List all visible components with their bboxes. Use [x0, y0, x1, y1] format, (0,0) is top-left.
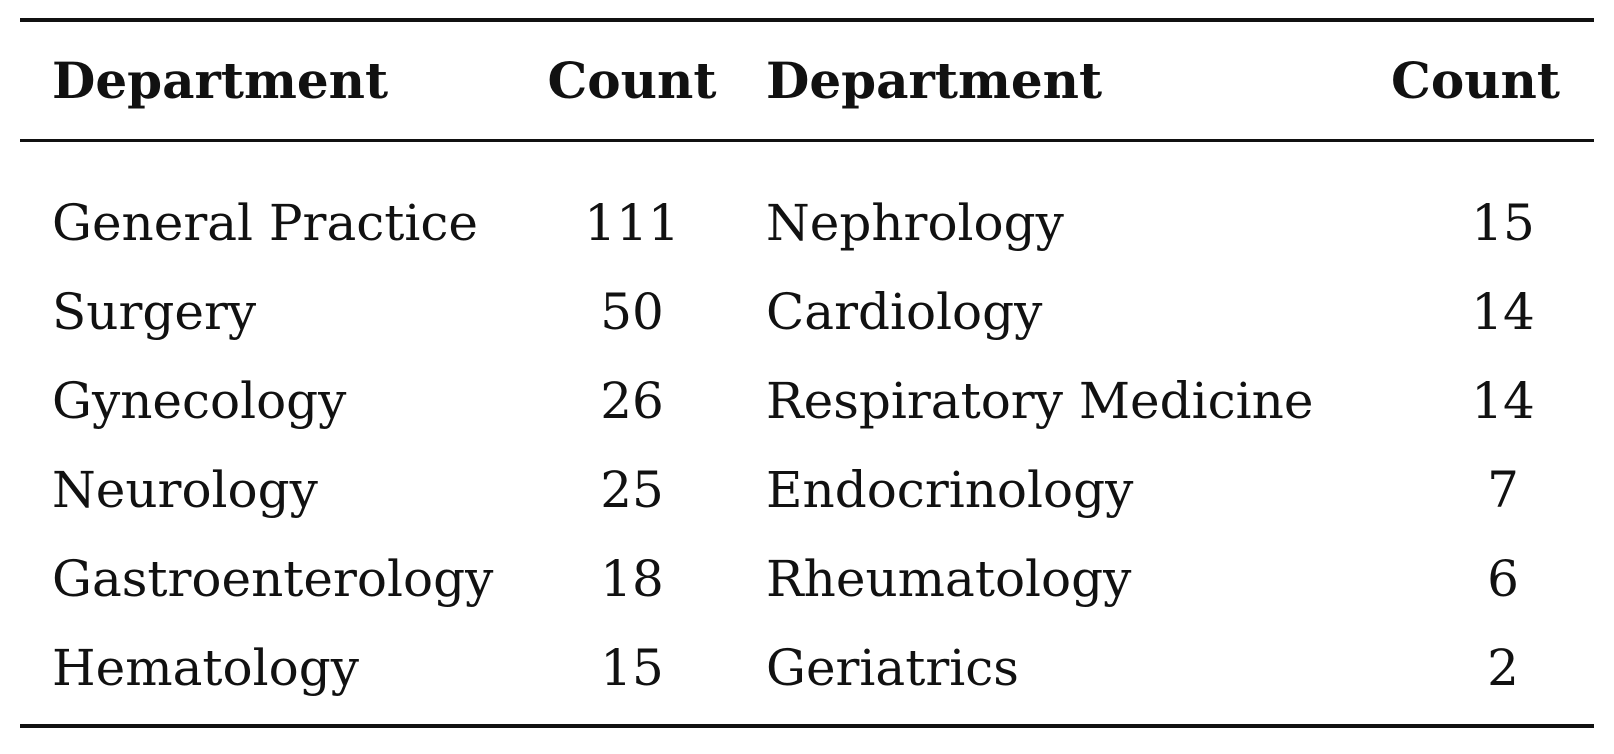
bottom-rule: [20, 724, 1594, 728]
table-body: [20, 142, 1594, 724]
count-cell: 18: [600, 549, 664, 608]
header-count-left: Count: [547, 51, 717, 110]
count-cell: 2: [1487, 638, 1519, 697]
count-cell: 25: [600, 460, 664, 519]
header-department-right: Department: [766, 51, 1103, 110]
department-cell: Gynecology: [52, 371, 347, 430]
department-cell: General Practice: [52, 193, 478, 252]
department-cell: Respiratory Medicine: [766, 371, 1314, 430]
department-cell: Endocrinology: [766, 460, 1134, 519]
count-cell: 111: [584, 193, 680, 252]
department-cell: Neurology: [52, 460, 318, 519]
table: [20, 22, 1594, 139]
header-row: [20, 22, 1594, 139]
header-count-right: Count: [1391, 51, 1560, 110]
count-cell: 15: [600, 638, 664, 697]
table-row: [20, 445, 1594, 534]
count-cell: 14: [1471, 371, 1535, 430]
department-cell: Nephrology: [766, 193, 1064, 252]
table-row: [20, 623, 1594, 724]
department-cell: Rheumatology: [766, 549, 1132, 608]
table-row: [20, 534, 1594, 623]
count-cell: 15: [1471, 193, 1535, 252]
department-cell: Hematology: [52, 638, 359, 697]
table-row: [20, 356, 1594, 445]
department-cell: Gastroenterology: [52, 549, 494, 608]
count-cell: 26: [600, 371, 664, 430]
department-count-table: [20, 18, 1594, 728]
table-row: [20, 267, 1594, 356]
department-cell: Surgery: [52, 282, 257, 341]
table-row: [20, 142, 1594, 267]
count-cell: 14: [1471, 282, 1535, 341]
count-cell: 7: [1487, 460, 1519, 519]
department-cell: Cardiology: [766, 282, 1043, 341]
header-department-left: Department: [52, 51, 389, 110]
department-cell: Geriatrics: [766, 638, 1019, 697]
count-cell: 50: [600, 282, 664, 341]
table-header: [20, 22, 1594, 139]
count-cell: 6: [1487, 549, 1519, 608]
